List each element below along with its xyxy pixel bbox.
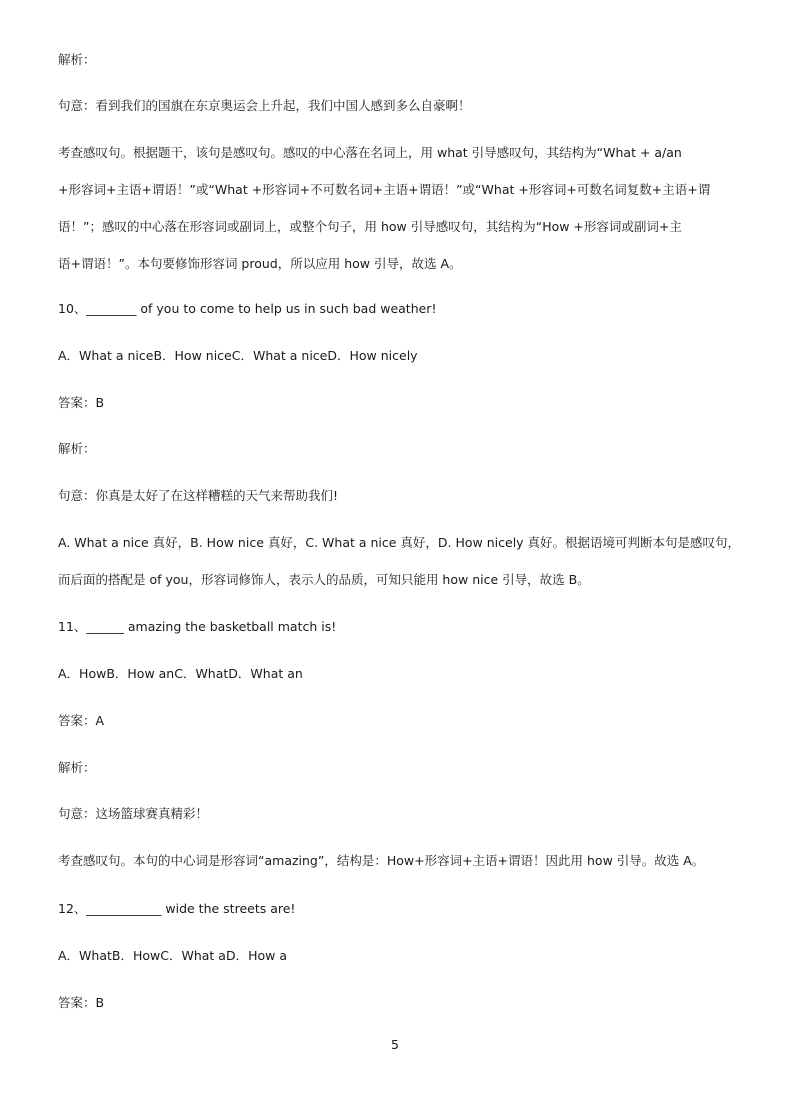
explanation-line: 而后面的搭配是 of you，形容词修饰人，表示人的品质，可知只能用 how nice 引导，故选 B。 — [58, 572, 590, 587]
analysis-label: 解析： — [58, 441, 96, 456]
explanation-line: 语！”；感叹的中心落在形容词或副词上，或整个句子，用 how 引导感叹句，其结构为“How +形容词或副词+主 — [58, 219, 682, 234]
explanation-line: 语+谓语！”。本句要修饰形容词 proud，所以应用 how 引导，故选 A。 — [58, 256, 462, 271]
question-12-answer: 答案：B — [58, 995, 105, 1010]
question-10: 10、________ of you to come to help us in such bad weather! — [58, 301, 437, 316]
explanation-line: +形容词+主语+谓语！”或“What +形容词+不可数名词+主语+谓语！”或“What +形容词+可数名词复数+主语+谓 — [58, 182, 711, 197]
explanation-line: 考查感叹句。根据题干，该句是感叹句。感叹的中心落在名词上，用 what 引导感叹句，其结构为“What + a/an — [58, 145, 682, 160]
question-12: 12、____________ wide the streets are! — [58, 901, 296, 916]
explanation-line: 考查感叹句。本句的中心词是形容词“amazing”，结构是：How+形容词+主语+谓语！因此用 how 引导。故选 A。 — [58, 853, 705, 868]
page-number: 5 — [391, 1037, 399, 1052]
question-12-options: A．WhatB．HowC．What aD．How a — [58, 948, 287, 963]
sentence-meaning: 句意：这场篮球赛真精彩！ — [58, 806, 209, 821]
question-11-options: A．HowB．How anC．WhatD．What an — [58, 666, 303, 681]
question-10-options: A．What a niceB．How niceC．What a niceD．How nicely — [58, 348, 418, 363]
question-10-answer: 答案：B — [58, 395, 105, 410]
explanation-line: A. What a nice 真好，B. How nice 真好，C. What a nice 真好，D. How nicely 真好。根据语境可判断本句是感叹句， — [58, 535, 741, 550]
sentence-meaning: 句意：看到我们的国旗在东京奥运会上升起，我们中国人感到多么自豪啊！ — [58, 98, 471, 113]
analysis-label: 解析： — [58, 760, 96, 775]
question-11-answer: 答案：A — [58, 713, 105, 728]
question-11: 11、______ amazing the basketball match is! — [58, 619, 337, 634]
sentence-meaning: 句意：你真是太好了在这样糟糕的天气来帮助我们! — [58, 488, 339, 503]
analysis-label: 解析： — [58, 52, 96, 67]
